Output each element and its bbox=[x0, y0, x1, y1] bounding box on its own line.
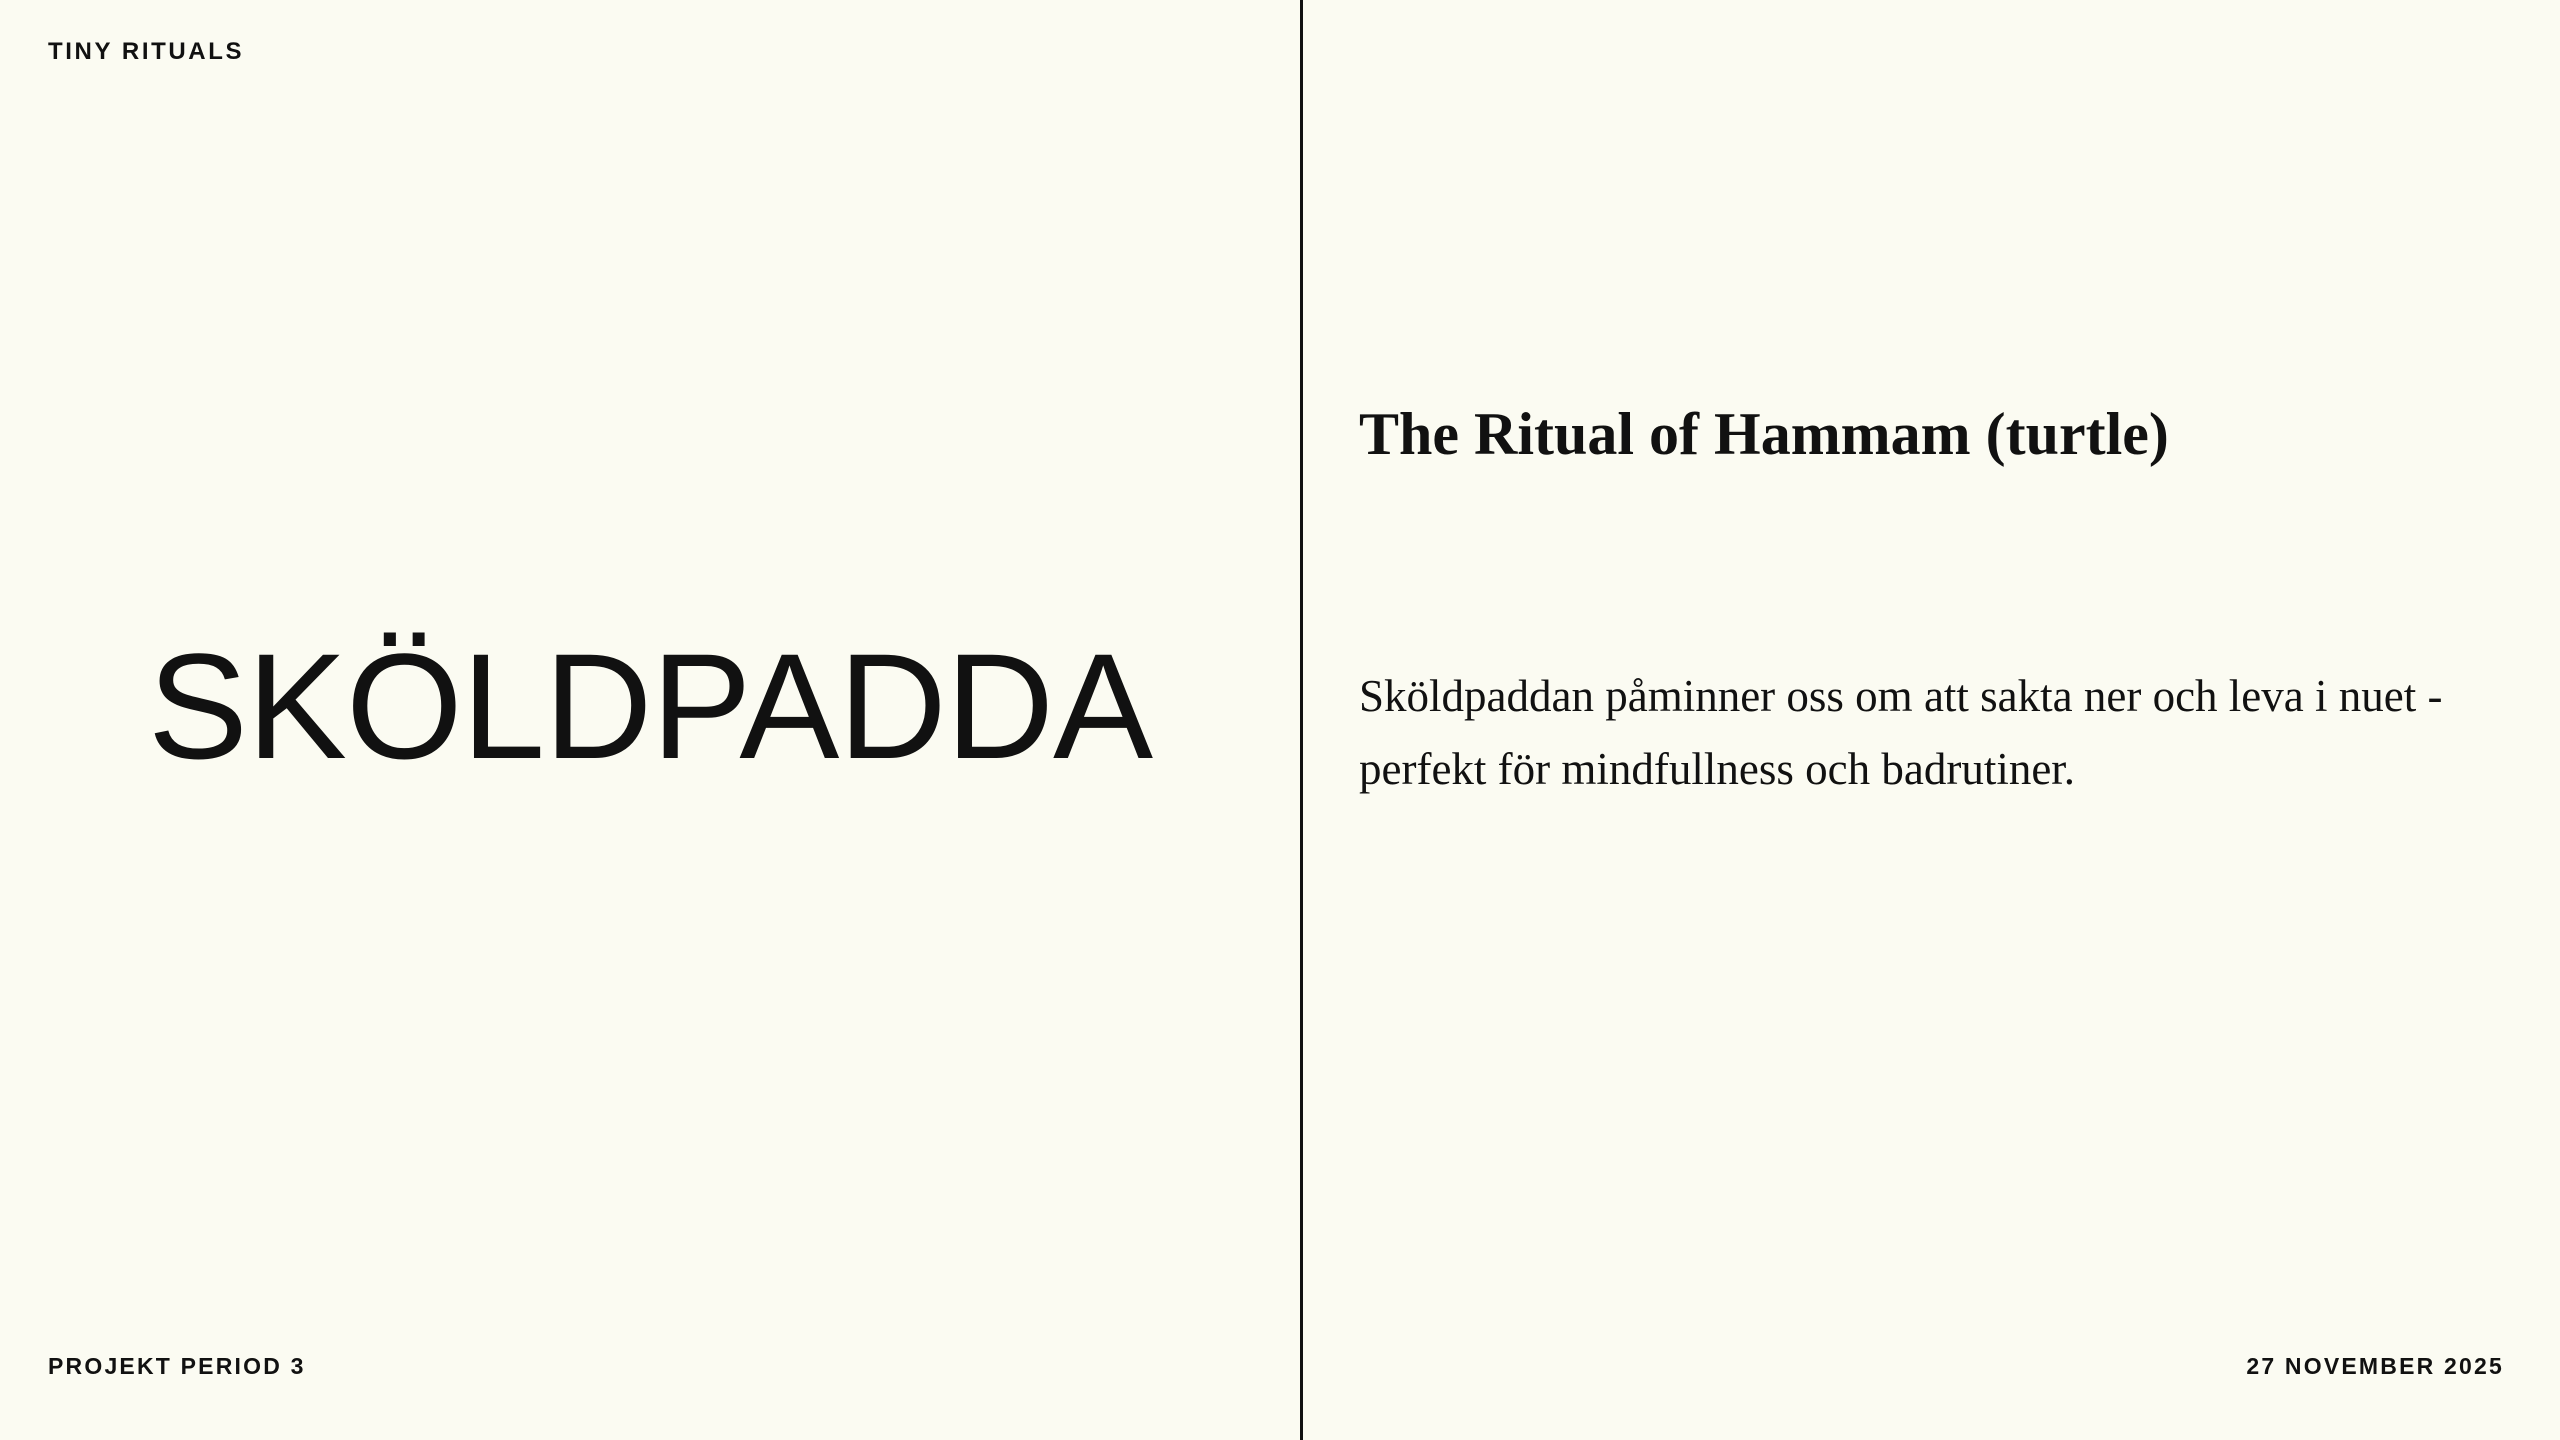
ritual-description: Sköldpaddan påminner oss om att sakta ner och leva i nuet - perfekt för mindfullness och badrutiner. bbox=[1359, 671, 2443, 794]
brand-eyebrow: TINY RITUALS bbox=[48, 38, 245, 65]
right-column bbox=[1303, 0, 2560, 1440]
footer-project-label: PROJEKT PERIOD 3 bbox=[48, 1353, 306, 1379]
headline-word: SKÖLDPADDA bbox=[147, 622, 1153, 790]
ritual-title: The Ritual of Hammam (turtle) bbox=[1359, 401, 2169, 467]
footer-date: 27 NOVEMBER 2025 bbox=[2246, 1353, 2504, 1379]
